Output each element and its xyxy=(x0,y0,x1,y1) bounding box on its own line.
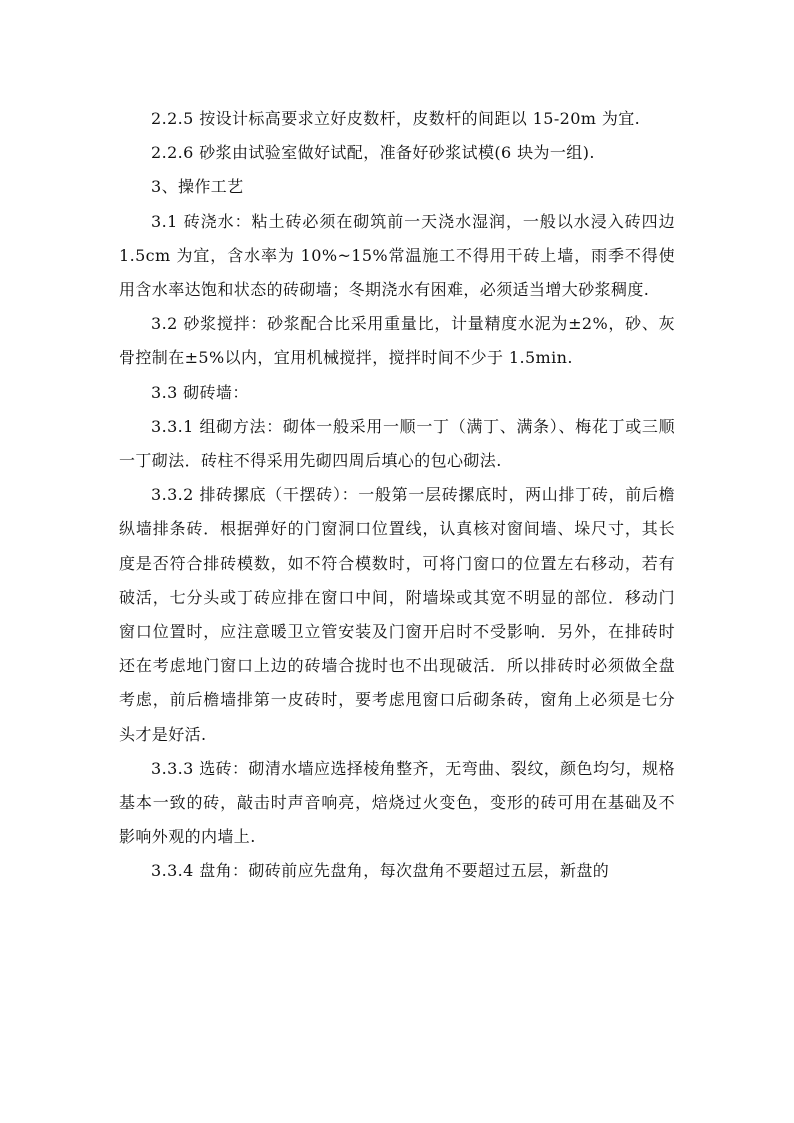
paragraph-2-2-6: 2.2.6 砂浆由试验室做好试配，准备好砂浆试模(6 块为一组). xyxy=(151,143,595,163)
subheading-3-3: 3.3 砌砖墙： xyxy=(151,382,249,402)
paragraph-3-3-2: 3.3.2 排砖摞底（干摆砖）：一般第一层砖摞底时，两山排丁砖，前后檐纵墙排条砖．根据弹好的门窗洞口位置线，认真核对窗间墙、垛尺寸，其长度是否符合排砖模数，如不符合模数时，可将门窗口的位置左右移动，若有破活，七分头或丁砖应排在窗口中间，附墙垛或其宽不明显的部位．移动门窗口位置时，应注意暖卫立管安装及门窗开启时不受影响．另外，在排砖时还在考虑地门窗口上边的砖墙合拢时也不出现破活．所以排砖时必须做全盘考虑，前后檐墙排第一皮砖时，要考虑甩窗口后砌条砖，窗角上必须是七分头才是好活. xyxy=(119,485,675,744)
paragraph-3-1: 3.1 砖浇水：粘土砖必须在砌筑前一天浇水湿润，一般以水浸入砖四边 1.5cm 为宜，含水率为 10%~15%常温施工不得用干砖上墙，雨季不得使用含水率达饱和状态的砖砌墙；冬期浇水有困难，必须适当增大砂浆稠度. xyxy=(119,211,675,300)
paragraph-2-2-5: 2.2.5 按设计标高要求立好皮数杆，皮数杆的间距以 15-20m 为宜. xyxy=(151,109,641,128)
paragraph-3-2: 3.2 砂浆搅拌：砂浆配合比采用重量比，计量精度水泥为±2%，砂、灰骨控制在±5%以内，宜用机械搅拌，搅拌时间不少于 1.5min. xyxy=(119,314,675,368)
paragraph-3-3-4: 3.3.4 盘角：砌砖前应先盘角，每次盘角不要超过五层，新盘的 xyxy=(151,861,610,881)
section-heading-operation-process: 3、操作工艺 xyxy=(151,177,244,197)
document-body xyxy=(119,102,675,889)
paragraph-3-3-3: 3.3.3 选砖：砌清水墙应选择棱角整齐，无弯曲、裂纹，颜色均匀，规格基本一致的砖，敲击时声音响亮，焙烧过火变色，变形的砖可用在基础及不影响外观的内墙上. xyxy=(119,758,675,847)
paragraph-3-3-1: 3.3.1 组砌方法：砌体一般采用一顺一丁（满丁、满条）、梅花丁或三顺一丁砌法．砖柱不得采用先砌四周后填心的包心砌法. xyxy=(119,416,675,471)
